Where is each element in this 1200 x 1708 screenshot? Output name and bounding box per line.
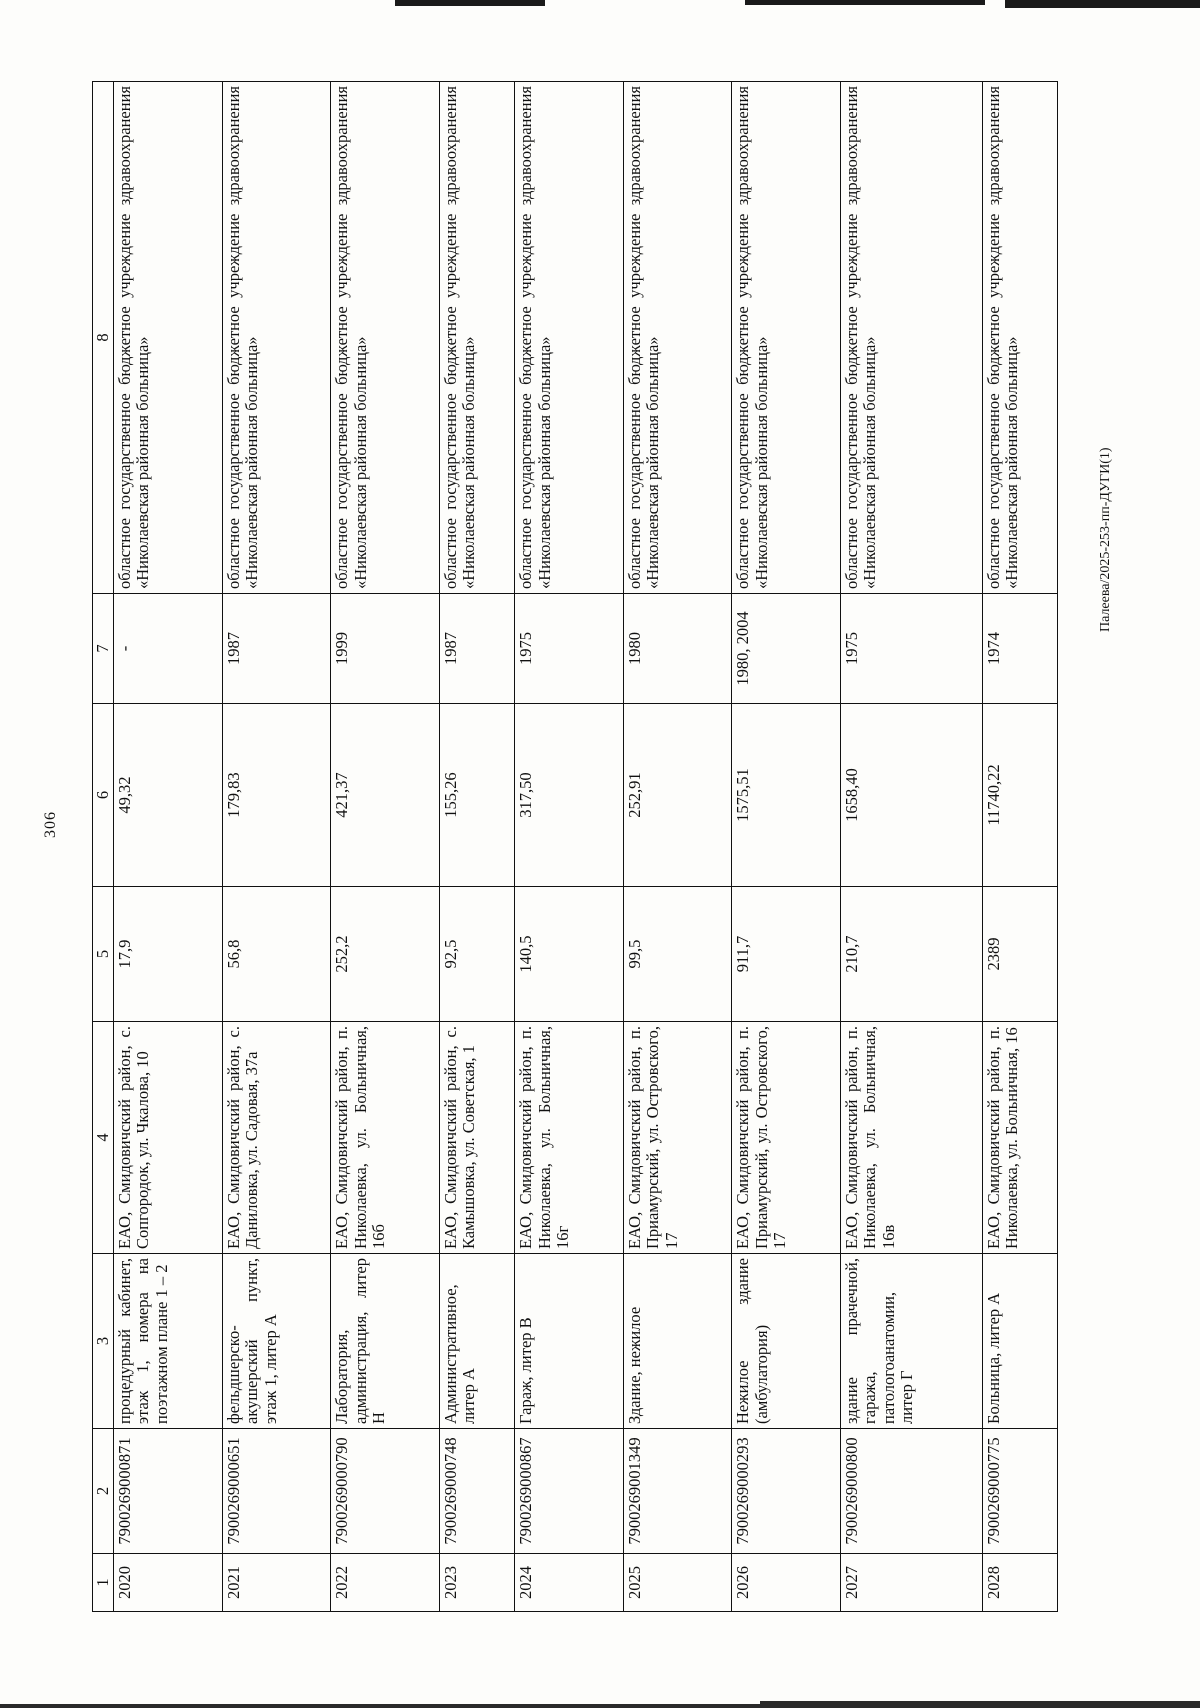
column-header: 7 [93, 594, 114, 704]
column-header: 6 [93, 704, 114, 887]
object-name: Нежилое здание (амбулатория) [732, 1254, 841, 1429]
object-address: ЕАО, Смидовичский район, с. Камышовка, ул. Советская, 1 [439, 1022, 514, 1254]
object-name: Лаборатория, администрация, литер Н [331, 1254, 440, 1429]
row-number: 2021 [222, 1554, 331, 1612]
object-name: процедурный кабинет, этаж 1, номера на поэтажном плане 1 – 2 [114, 1254, 223, 1429]
scan-edge-top [0, 0, 1200, 14]
table-row [439, 82, 514, 1612]
registry-code: 7900269000775 [982, 1429, 1057, 1554]
row-number: 2028 [982, 1554, 1057, 1612]
object-area: 252,2 [331, 887, 440, 1022]
column-header: 2 [93, 1429, 114, 1554]
object-value: 155,26 [439, 704, 514, 887]
rights-holder: областное государственное бюджетное учреждение здравоохранения «Николаевская районная больница» [732, 82, 841, 594]
object-address: ЕАО, Смидовичский район, п. Приамурский, ул. Островского, 17 [623, 1022, 732, 1254]
rights-holder: областное государственное бюджетное учреждение здравоохранения «Николаевская районная больница» [331, 82, 440, 594]
registry-code: 7900269001349 [623, 1429, 732, 1554]
registry-code: 7900269000748 [439, 1429, 514, 1554]
object-address: ЕАО, Смидовичский район, п. Николаевка, ул. Больничная, 16в [840, 1022, 982, 1254]
object-year: 1980 [623, 594, 732, 704]
object-value: 179,83 [222, 704, 331, 887]
object-name: Здание, нежилое [623, 1254, 732, 1429]
table-row [732, 82, 841, 1612]
table-row [515, 82, 624, 1612]
scan-edge-bottom [0, 1696, 1200, 1708]
object-address: ЕАО, Смидовичский район, п. Николаевка, ул. Больничная, 16б [331, 1022, 440, 1254]
object-year: 1987 [222, 594, 331, 704]
table-row [114, 82, 223, 1612]
table-row [222, 82, 331, 1612]
object-name: Больница, литер А [982, 1254, 1057, 1429]
registry-code: 7900269000293 [732, 1429, 841, 1554]
object-name: фельдшерско-акушерский пункт, этаж 1, литер А [222, 1254, 331, 1429]
table-row [982, 82, 1057, 1612]
registry-code: 790026900087​1 [114, 1429, 223, 1554]
object-value: 317,50 [515, 704, 624, 887]
object-year: 1975 [515, 594, 624, 704]
object-area: 140,5 [515, 887, 624, 1022]
table-row [840, 82, 982, 1612]
registry-code: 7900269000800 [840, 1429, 982, 1554]
rights-holder: областное государственное бюджетное учреждение здравоохранения «Николаевская районная больница» [515, 82, 624, 594]
rights-holder: областное государственное бюджетное учреждение здравоохранения «Николаевская районная больница» [982, 82, 1057, 594]
property-registry-table [92, 81, 1058, 1612]
object-name: Административное, литер А [439, 1254, 514, 1429]
object-address: ЕАО, Смидовичский район, с. Сопгородок, ул. Чкалова, 10 [114, 1022, 223, 1254]
rights-holder: областное государственное бюджетное учреждение здравоохранения «Николаевская районная больница» [439, 82, 514, 594]
object-address: ЕАО, Смидовичский район, п. Николаевка, ул. Больничная, 16г [515, 1022, 624, 1254]
row-number: 2023 [439, 1554, 514, 1612]
object-area: 911,7 [732, 887, 841, 1022]
object-value: 1575,51 [732, 704, 841, 887]
table-row [331, 82, 440, 1612]
column-header: 1 [93, 1554, 114, 1612]
object-year: 1975 [840, 594, 982, 704]
row-number: 2024 [515, 1554, 624, 1612]
column-header: 8 [93, 82, 114, 594]
row-number: 2027 [840, 1554, 982, 1612]
property-table-container [92, 82, 1058, 1612]
object-address: ЕАО, Смидовичский район, с. Даниловка, ул. Садовая, 37а [222, 1022, 331, 1254]
row-number: 2025 [623, 1554, 732, 1612]
rights-holder: областное государственное бюджетное учреждение здравоохранения «Николаевская районная больница» [222, 82, 331, 594]
object-year: - [114, 594, 223, 704]
object-value: 421,37 [331, 704, 440, 887]
column-header: 3 [93, 1254, 114, 1429]
object-year: 1987 [439, 594, 514, 704]
column-header: 4 [93, 1022, 114, 1254]
object-area: 99,5 [623, 887, 732, 1022]
object-value: 49,32 [114, 704, 223, 887]
column-number-row [93, 82, 114, 1612]
registry-code: 7900269000867 [515, 1429, 624, 1554]
object-area: 92,5 [439, 887, 514, 1022]
registry-code: 7900269000790 [331, 1429, 440, 1554]
row-number: 2026 [732, 1554, 841, 1612]
registry-code: 7900269000651 [222, 1429, 331, 1554]
object-address: ЕАО, Смидовичский район, п. Николаевка, ул. Больничная, 16 [982, 1022, 1057, 1254]
object-year: 1974 [982, 594, 1057, 704]
object-area: 56,8 [222, 887, 331, 1022]
document-code: Палеева/2025-253-пп-ДУГИ(1) [1098, 447, 1113, 632]
object-value: 1658,40 [840, 704, 982, 887]
object-year: 1980, 2004 [732, 594, 841, 704]
object-area: 17,9 [114, 887, 223, 1022]
column-header: 5 [93, 887, 114, 1022]
object-year: 1999 [331, 594, 440, 704]
row-number: 2020 [114, 1554, 223, 1612]
table-row [623, 82, 732, 1612]
page-number: 306 [42, 811, 59, 838]
rights-holder: областное государственное бюджетное учреждение здравоохранения «Николаевская районная больница» [623, 82, 732, 594]
object-area: 2389 [982, 887, 1057, 1022]
row-number: 2022 [331, 1554, 440, 1612]
rights-holder: областное государственное бюджетное учреждение здравоохранения «Николаевская районная больница» [114, 82, 223, 594]
object-value: 11740,22 [982, 704, 1057, 887]
object-name: Гараж, литер В [515, 1254, 624, 1429]
rights-holder: областное государственное бюджетное учреждение здравоохранения «Николаевская районная больница» [840, 82, 982, 594]
object-area: 210,7 [840, 887, 982, 1022]
object-value: 252,91 [623, 704, 732, 887]
object-name: здание прачечной, гаража, патологоанатомии, литер Г [840, 1254, 982, 1429]
object-address: ЕАО, Смидовичский район, п. Приамурский, ул. Островского, 17 [732, 1022, 841, 1254]
